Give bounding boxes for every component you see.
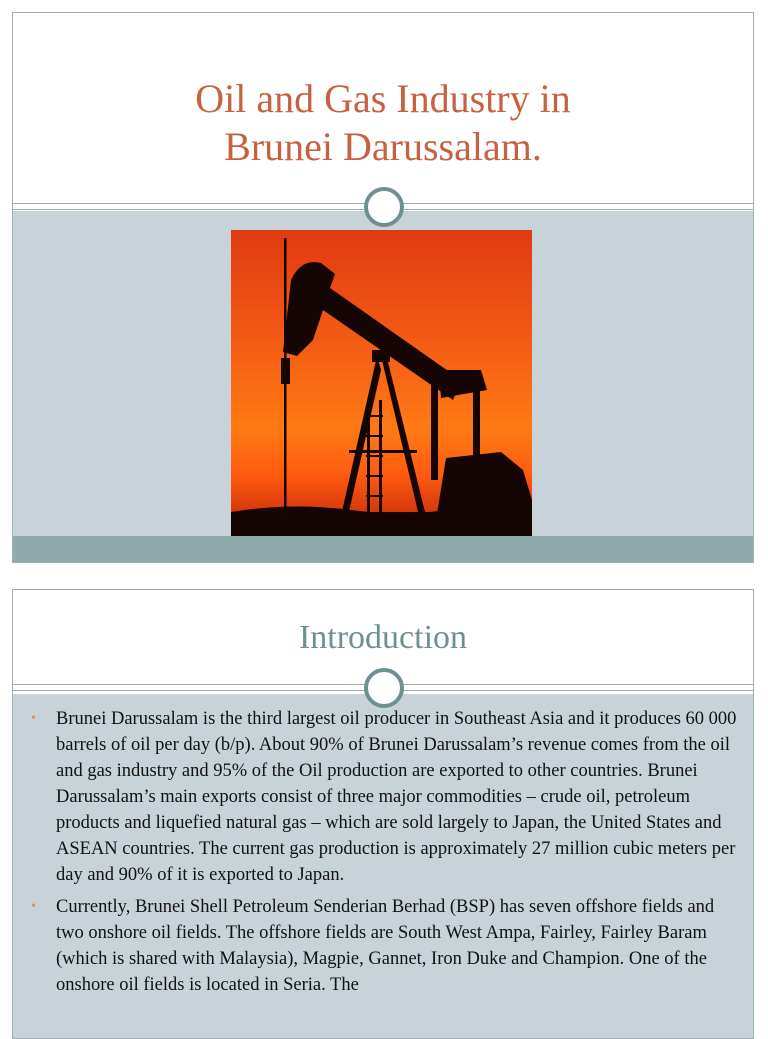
bullet-list [13,706,753,1004]
title-slide [12,12,754,563]
slide-title [13,75,753,171]
slide-body [13,694,753,1038]
footer-bar [13,536,753,562]
bullet-dot-icon: • [31,899,36,914]
bullet-dot-icon: • [31,711,36,726]
slide-title-line-2: Brunei Darussalam. [224,124,542,169]
title-area [13,13,753,203]
slide-title: Introduction [298,619,468,656]
oil-pumpjack-image [231,230,532,537]
bullet-text: Currently, Brunei Shell Petroleum Senderian Berhad (BSP) has seven offshore fields and two onshore oil fields. The offshore fields are South West Ampa, Fairley, Fairley Baram (which is shared with Malaysia), Magpie, Gannet, Iron Duke and Champion. One of the onshore oil fields is located in Seria. The [56,897,715,995]
bullet-item [31,894,739,998]
slide-title-line-1: Oil and Gas Industry in [195,76,571,121]
introduction-slide [12,589,754,1039]
circle-ornament-icon [364,187,404,227]
bullet-text: Brunei Darussalam is the third largest oil producer in Southeast Asia and it produces 60 000 barrels of oil per day (b/p). About 90% of Brunei Darussalam’s revenue comes from the oil and gas industry and 95% of the Oil production are exported to other countries. Brunei Darussalam’s main exports consist of three major commodities – crude oil, petroleum products and liquefied natural gas – which are sold largely to Japan, the United States and ASEAN countries. The current gas production is approximately 27 million cubic meters per day and 90% of it is exported to Japan. [56,709,737,885]
circle-ornament-icon [364,668,404,708]
bullet-item [31,706,739,888]
